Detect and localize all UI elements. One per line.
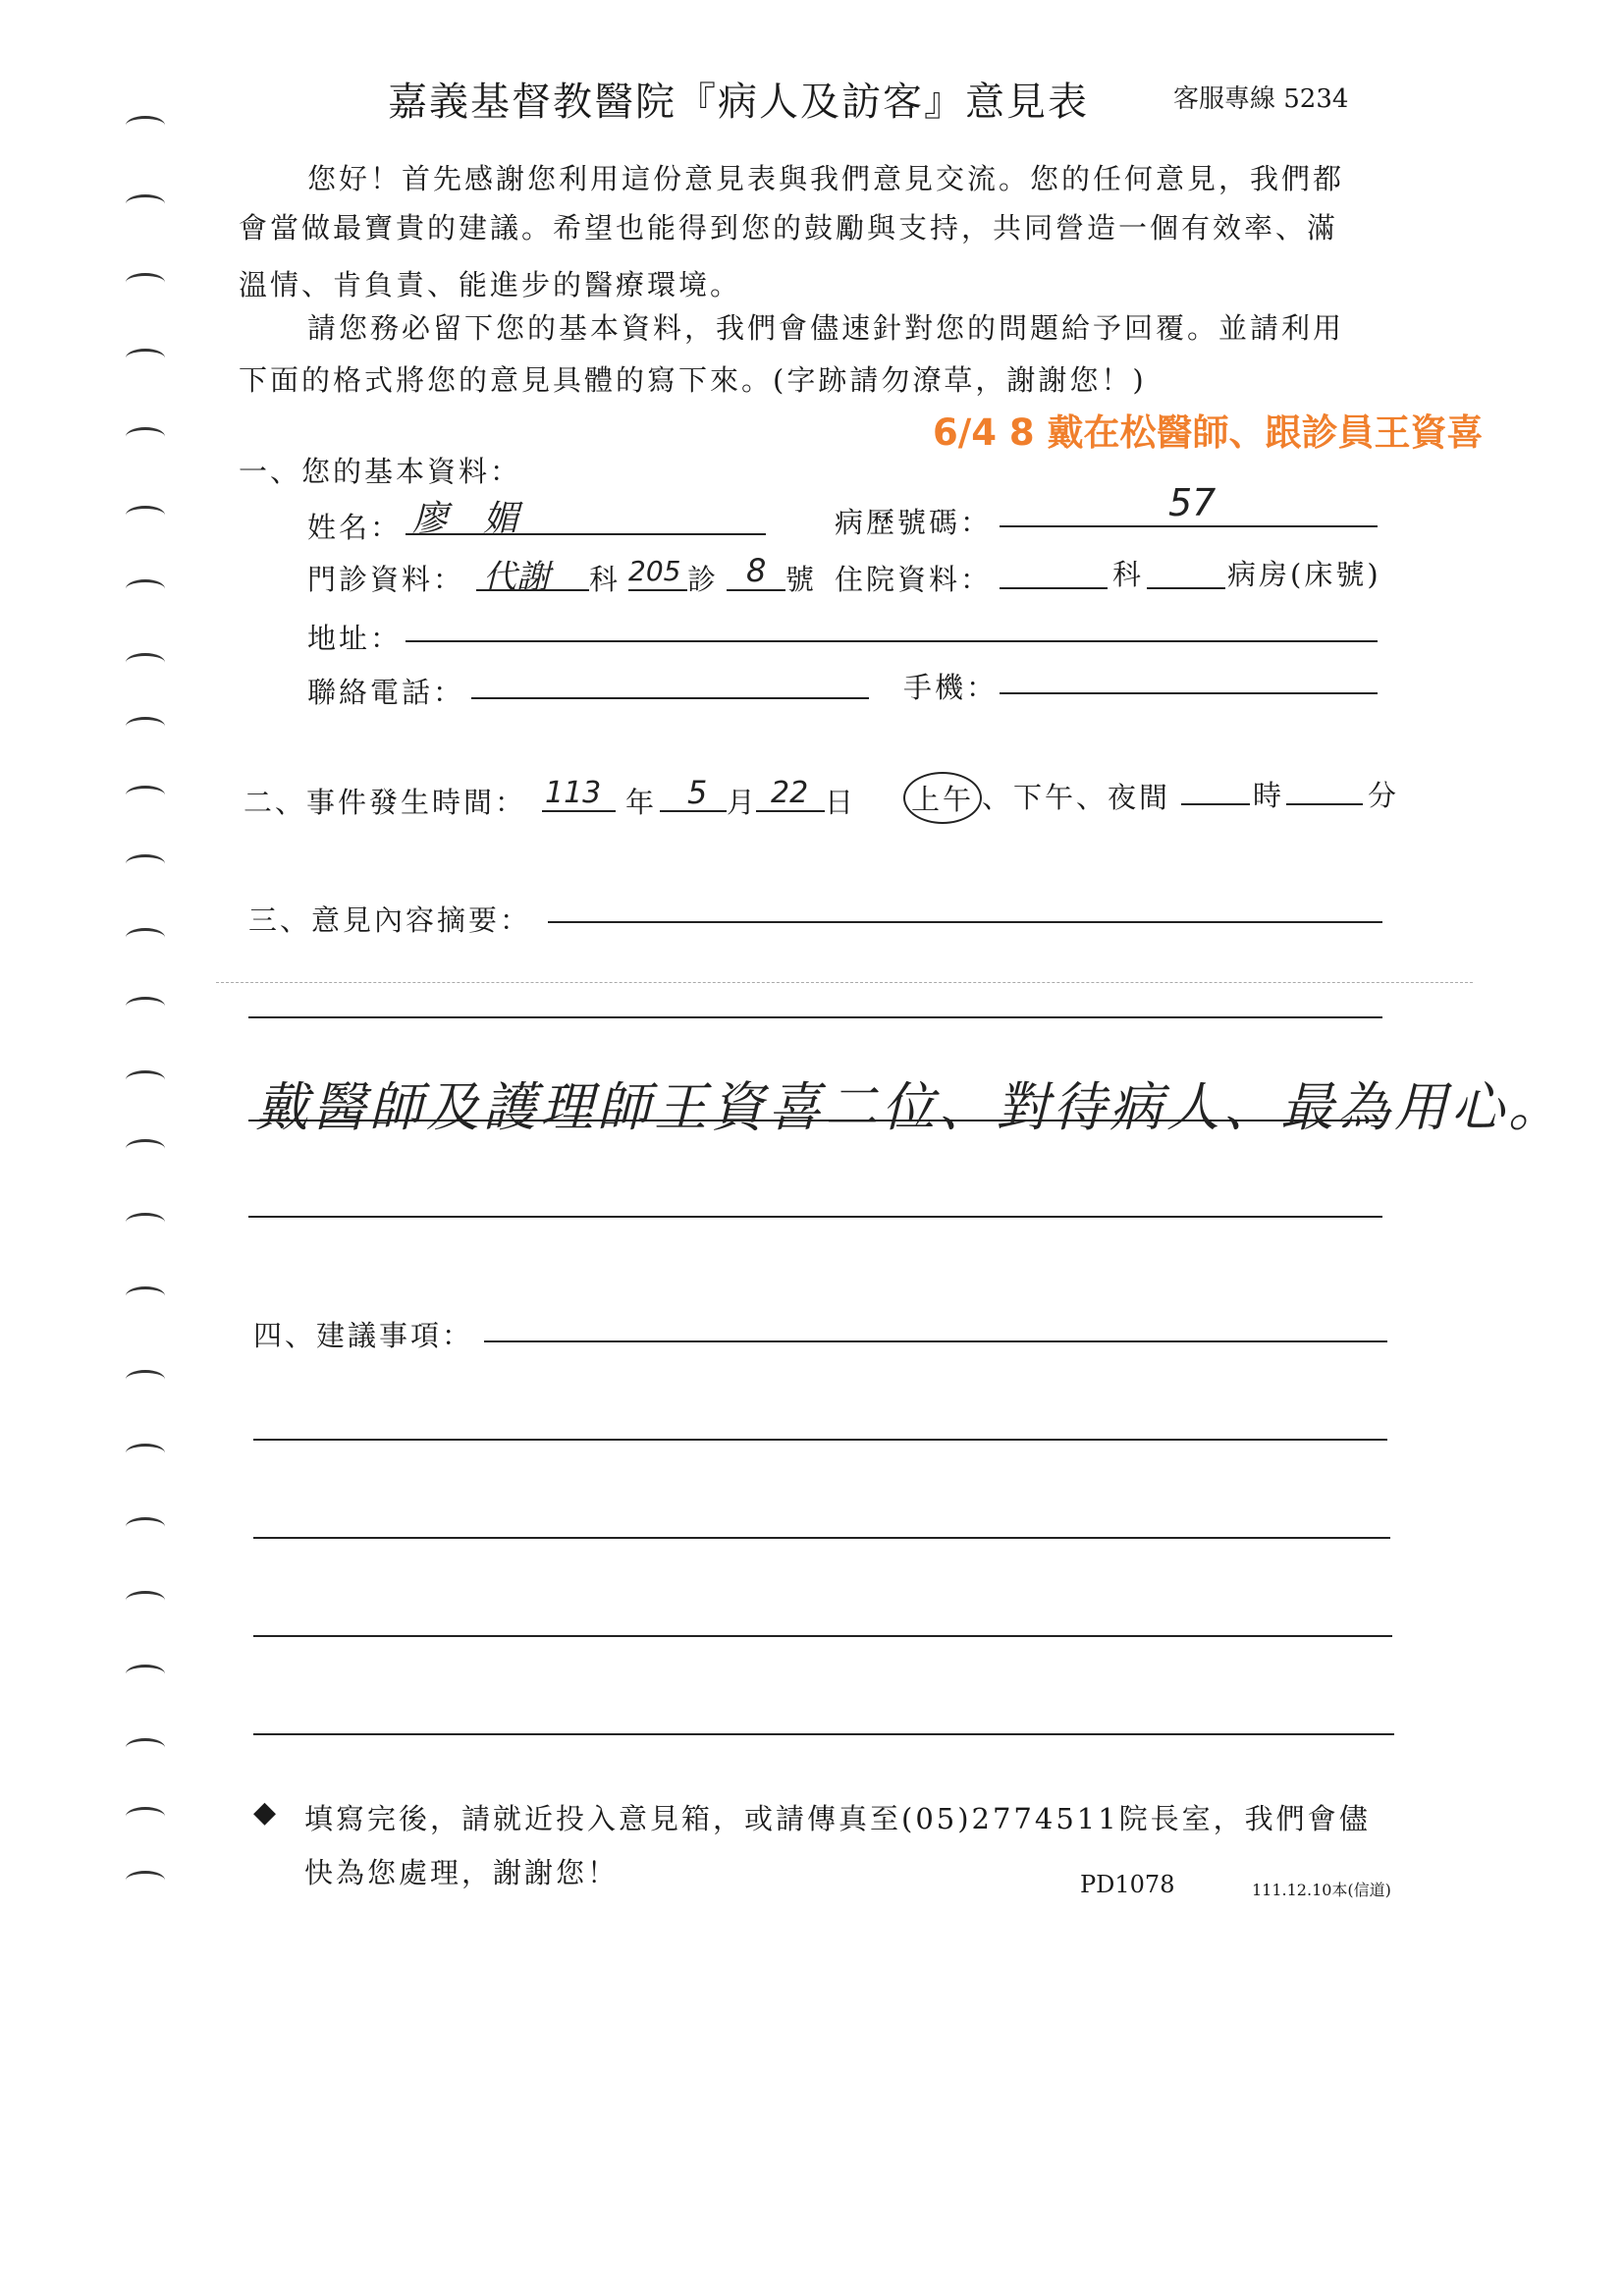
section-4-heading: 四、建議事項： <box>253 1319 474 1352</box>
name-value: 廖 媚 <box>412 499 519 539</box>
year-line <box>542 810 616 812</box>
intro-line-2: 會當做最寶貴的建議。希望也能得到您的鼓勵與支持，共同營造一個有效率、滿 <box>239 211 1339 245</box>
inpatient-label: 住院資料： <box>835 563 993 596</box>
inpatient-ward-suffix: 病房(床號) <box>1227 558 1381 591</box>
intro-line-3: 溫情、肯負責、能進步的醫療環境。 <box>239 268 742 301</box>
section-4-line-2 <box>253 1439 1387 1441</box>
section-2-heading: 二、事件發生時間： <box>243 786 527 819</box>
section-4-line-3 <box>253 1537 1390 1539</box>
footer-line-1: 填寫完後，請就近投入意見箱，或請傳真至(05)2774511院長室，我們會儘 <box>304 1802 1371 1835</box>
record-label: 病歷號碼： <box>835 506 993 539</box>
section-3-line-2 <box>248 1016 1382 1018</box>
address-label: 地址： <box>307 622 403 655</box>
address-line <box>406 640 1378 642</box>
record-line <box>1000 525 1378 527</box>
clinic-no-suffix: 號 <box>785 563 818 596</box>
section-1-heading: 一、您的基本資料： <box>239 455 522 488</box>
staff-annotation: 6/4 8 戴在松醫師、跟診員王資喜 <box>933 411 1484 454</box>
diamond-bullet-icon: ◆ <box>253 1795 277 1830</box>
form-code: PD1078 <box>1080 1871 1175 1898</box>
section-4-line-4 <box>253 1635 1392 1637</box>
section-3-line-3 <box>248 1120 1382 1121</box>
inpatient-dept-line <box>1000 587 1108 589</box>
hour-suffix: 時 <box>1253 779 1285 812</box>
name-label: 姓名： <box>307 511 403 544</box>
opinion-content: 戴醫師及護理師王資喜二位、對待病人、最為用心。 <box>255 1076 1565 1138</box>
am-option-circled: 上午 <box>903 772 982 824</box>
clinic-no-value: 8 <box>746 552 767 589</box>
event-month: 5 <box>687 774 708 811</box>
section-4-line-1 <box>484 1340 1387 1342</box>
minute-line <box>1286 803 1363 805</box>
section-3-line-4 <box>248 1216 1382 1218</box>
hotline: 客服專線 5234 <box>1173 84 1349 114</box>
minute-suffix: 分 <box>1368 779 1400 812</box>
inpatient-dept-suffix: 科 <box>1112 558 1145 591</box>
footer-line-2: 快為您處理，謝謝您！ <box>304 1856 620 1889</box>
intro-line-4: 請您務必留下您的基本資料，我們會儘速針對您的問題給予回覆。並請利用 <box>307 311 1345 345</box>
day-suffix: 日 <box>825 786 857 819</box>
day-line <box>756 810 825 812</box>
event-year: 113 <box>545 776 602 810</box>
year-suffix: 年 <box>625 786 658 819</box>
intro-line-5: 下面的格式將您的意見具體的寫下來。(字跡請勿潦草，謝謝您！) <box>239 363 1147 397</box>
mobile-label: 手機： <box>903 671 999 704</box>
phone-label: 聯絡電話： <box>307 676 465 709</box>
clinic-room-suffix: 診 <box>687 563 720 596</box>
clinic-no-line <box>727 589 785 591</box>
form-title: 嘉義基督教醫院『病人及訪客』意見表 <box>388 80 1089 125</box>
clinic-room-value: 205 <box>628 555 681 587</box>
section-3-heading: 三、意見內容摘要： <box>248 903 532 937</box>
section-3-line-1 <box>548 921 1382 923</box>
form-version: 111.12.10本(信道) <box>1252 1881 1391 1899</box>
hour-line <box>1181 803 1250 805</box>
month-suffix: 月 <box>727 786 759 819</box>
intro-line-1: 您好！首先感謝您利用這份意見表與我們意見交流。您的任何意見，我們都 <box>307 162 1345 195</box>
clinic-room-line <box>628 589 687 591</box>
mobile-line <box>1000 692 1378 694</box>
section-4-line-5 <box>253 1733 1394 1735</box>
clinic-dept-suffix: 科 <box>589 563 622 596</box>
clinic-label: 門診資料： <box>307 563 465 596</box>
event-day: 22 <box>771 776 809 810</box>
inpatient-ward-line <box>1147 587 1225 589</box>
fold-line <box>216 982 1473 983</box>
other-times: 、下午、夜間 <box>982 781 1171 814</box>
phone-line <box>471 697 869 699</box>
record-value: 57 <box>1168 481 1217 524</box>
clinic-dept-value: 代謝 <box>483 558 550 597</box>
